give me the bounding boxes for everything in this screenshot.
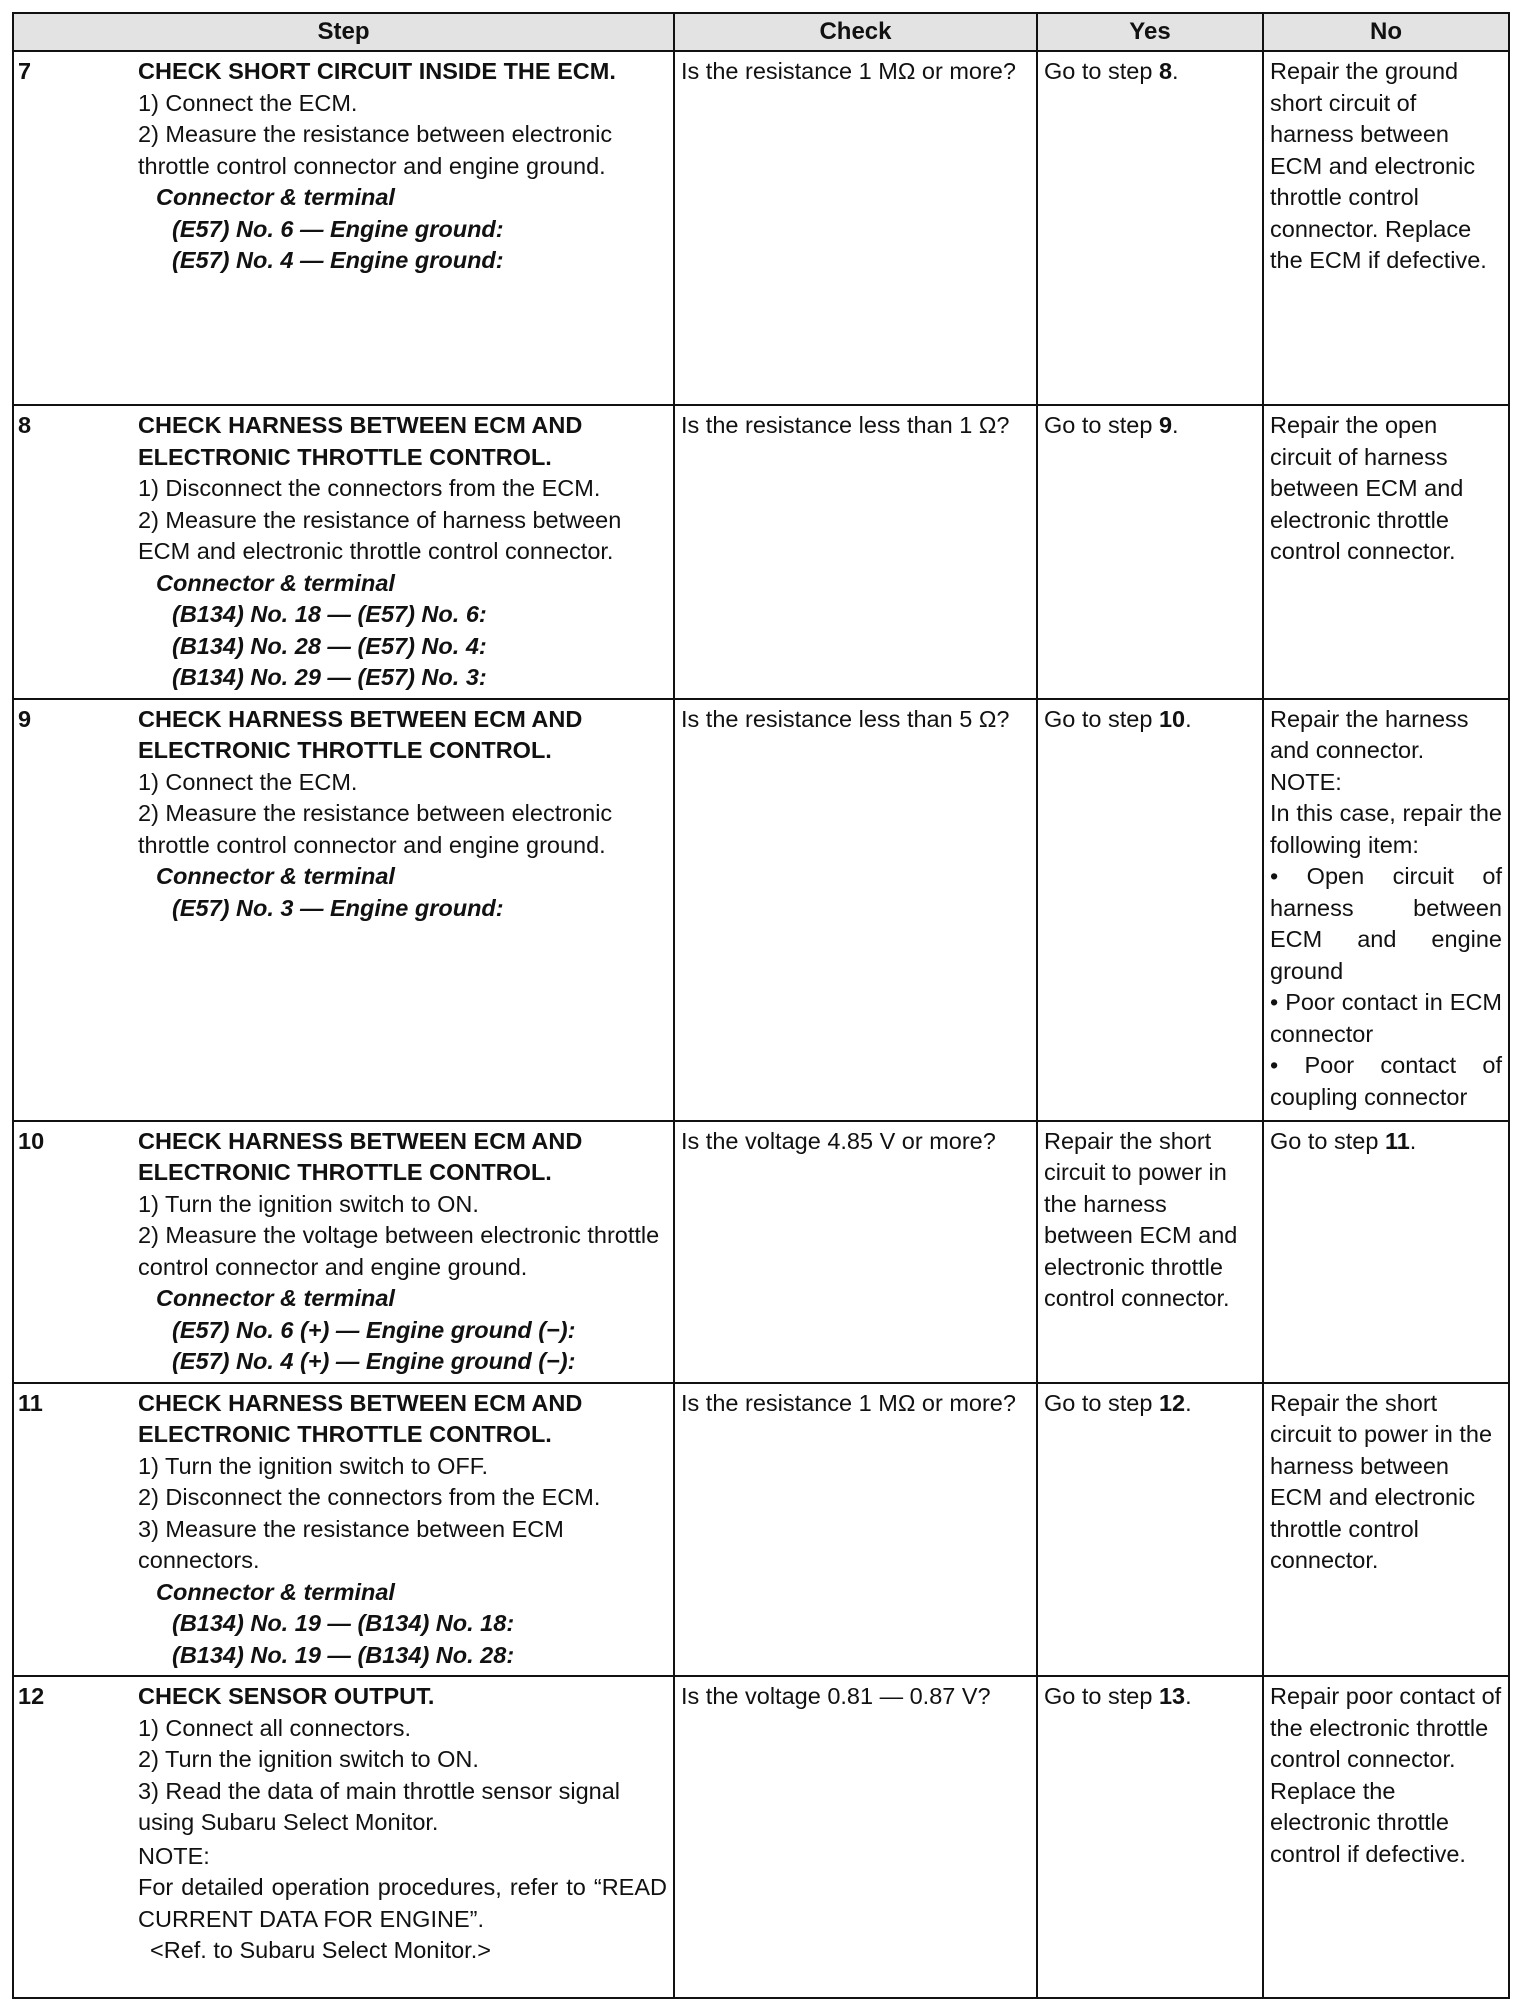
check-cell: Is the resistance 1 MΩ or more?: [674, 51, 1037, 405]
yes-step-ref: 9: [1158, 412, 1173, 438]
check-cell: Is the resistance less than 1 Ω?: [674, 405, 1037, 699]
note-bullet: • Poor contact in ECM connector: [1270, 989, 1502, 1047]
connector-terminal-line: (B134) No. 29 — (E57) No. 3:: [172, 664, 487, 690]
yes-text-end: .: [1185, 705, 1192, 732]
step-instruction: 2) Turn the ignition switch to ON.: [138, 1746, 479, 1772]
yes-text-end: .: [1172, 58, 1179, 84]
step-number: 11: [18, 1389, 43, 1416]
diagnostic-procedure-sheet: [12, 12, 1508, 1999]
check-cell: Is the voltage 4.85 V or more?: [674, 1121, 1037, 1383]
step-instruction: 1) Disconnect the connectors from the ECM.: [138, 475, 601, 501]
header-row: [13, 13, 1509, 51]
check-cell: Is the resistance less than 5 Ω?: [674, 699, 1037, 1121]
reference-text: <Ref. to Subaru Select Monitor.>: [150, 1937, 491, 1963]
step-title: CHECK HARNESS BETWEEN ECM AND ELECTRONIC THROTTLE CONTROL.: [138, 705, 583, 763]
step-number: 8: [18, 412, 32, 438]
step-title: CHECK HARNESS BETWEEN ECM AND ELECTRONIC THROTTLE CONTROL.: [138, 1127, 583, 1185]
no-text: Go to step: [1270, 1127, 1385, 1154]
step-cell: [13, 51, 674, 405]
yes-text-end: .: [1172, 412, 1179, 438]
table-row-step-11: [13, 1383, 1509, 1677]
note-heading: NOTE:: [1270, 768, 1342, 795]
table-row-step-10: [13, 1121, 1509, 1383]
diagnostic-table: [12, 12, 1510, 1999]
check-cell: Is the resistance 1 MΩ or more?: [674, 1383, 1037, 1677]
step-instruction: 2) Measure the voltage between electronic throttle control connector and engine ground.: [138, 1222, 660, 1280]
step-instruction: 1) Connect the ECM.: [138, 89, 358, 116]
yes-step-ref: 13: [1158, 1683, 1186, 1709]
note-text: For detailed operation procedures, refer to “READ CURRENT DATA FOR ENGINE”.: [138, 1874, 667, 1932]
step-cell: [13, 699, 674, 1121]
yes-text-end: .: [1185, 1389, 1192, 1416]
connector-terminal-line: (E57) No. 6 (+) — Engine ground (−):: [172, 1316, 576, 1343]
no-cell: [1263, 1121, 1509, 1383]
header-step: Step: [13, 13, 674, 51]
yes-text: Go to step: [1044, 1683, 1159, 1709]
yes-cell: [1037, 699, 1263, 1121]
no-cell: Repair the ground short circuit of harness between ECM and electronic throttle control connector. Replace the ECM if defective.: [1263, 51, 1509, 405]
step-instruction: 2) Measure the resistance between electronic throttle control connector and engine ground.: [138, 121, 613, 179]
yes-text: Go to step: [1044, 705, 1159, 732]
connector-terminal-line: (B134) No. 18 — (E57) No. 6:: [172, 601, 487, 627]
step-cell: [13, 1121, 674, 1383]
connector-terminal-line: (E57) No. 6 — Engine ground:: [172, 215, 504, 242]
step-instruction: 3) Measure the resistance between ECM connectors.: [138, 1515, 564, 1573]
header-check: Check: [674, 13, 1037, 51]
step-instruction: 2) Measure the resistance between electronic throttle control connector and engine ground.: [138, 800, 613, 858]
table-row-step-8: [13, 405, 1509, 699]
yes-step-ref: 12: [1158, 1389, 1186, 1416]
yes-text: Go to step: [1044, 1389, 1159, 1416]
connector-terminal-label: Connector & terminal: [156, 1578, 395, 1605]
step-instruction: 2) Measure the resistance of harness between ECM and electronic throttle control connector.: [138, 506, 622, 564]
yes-step-ref: 10: [1158, 705, 1186, 732]
header-yes: Yes: [1037, 13, 1263, 51]
no-cell: Repair the short circuit to power in the harness between ECM and electronic throttle control connector.: [1263, 1383, 1509, 1677]
no-text-end: .: [1409, 1127, 1417, 1154]
step-number: 10: [18, 1127, 45, 1154]
yes-cell: [1037, 405, 1263, 699]
connector-terminal-line: (E57) No. 3 — Engine ground:: [172, 894, 504, 921]
no-action: Repair the harness and connector.: [1270, 705, 1469, 763]
step-number: 9: [18, 705, 32, 732]
step-instruction: 3) Read the data of main throttle sensor signal using Subaru Select Monitor.: [138, 1777, 621, 1835]
no-step-ref: 11: [1384, 1127, 1410, 1154]
connector-terminal-label: Connector & terminal: [156, 1285, 395, 1311]
connector-terminal-line: (B134) No. 19 — (B134) No. 18:: [172, 1610, 515, 1636]
step-cell: [13, 405, 674, 699]
yes-cell: [1037, 51, 1263, 405]
no-cell: Repair poor contact of the electronic throttle control connector. Replace the electronic throttle control if defective.: [1263, 1676, 1509, 1998]
table-row-step-7: [13, 51, 1509, 405]
connector-terminal-label: Connector & terminal: [156, 184, 395, 210]
table-row-step-12: [13, 1676, 1509, 1998]
connector-terminal-line: (E57) No. 4 (+) — Engine ground (−):: [172, 1348, 576, 1374]
step-cell: [13, 1383, 674, 1677]
yes-cell: [1037, 1383, 1263, 1677]
step-title: CHECK SHORT CIRCUIT INSIDE THE ECM.: [138, 58, 616, 84]
connector-terminal-label: Connector & terminal: [156, 569, 395, 596]
note-heading: NOTE:: [138, 1842, 210, 1869]
step-instruction: 1) Turn the ignition switch to OFF.: [138, 1452, 489, 1479]
step-number: 12: [18, 1683, 45, 1709]
note-bullet: • Open circuit of harness between ECM and engine ground: [1270, 863, 1502, 984]
no-cell: [1263, 699, 1509, 1121]
step-number: 7: [18, 58, 32, 84]
yes-cell: Repair the short circuit to power in the harness between ECM and electronic throttle control connector.: [1037, 1121, 1263, 1383]
yes-cell: [1037, 1676, 1263, 1998]
step-instruction: 1) Connect the ECM.: [138, 768, 358, 795]
yes-text-end: .: [1185, 1683, 1192, 1709]
note-text: In this case, repair the following item:: [1270, 800, 1502, 858]
connector-terminal-line: (B134) No. 19 — (B134) No. 28:: [172, 1641, 515, 1668]
check-cell: Is the voltage 0.81 — 0.87 V?: [674, 1676, 1037, 1998]
yes-text: Go to step: [1044, 58, 1159, 84]
step-cell: [13, 1676, 674, 1998]
step-title: CHECK SENSOR OUTPUT.: [138, 1683, 435, 1709]
step-instruction: 1) Turn the ignition switch to ON.: [138, 1190, 479, 1217]
step-instruction: 1) Connect all connectors.: [138, 1714, 412, 1741]
yes-text: Go to step: [1044, 412, 1159, 438]
header-no: No: [1263, 13, 1509, 51]
yes-step-ref: 8: [1158, 58, 1173, 84]
step-title: CHECK HARNESS BETWEEN ECM AND ELECTRONIC THROTTLE CONTROL.: [138, 1389, 583, 1447]
connector-terminal-line: (B134) No. 28 — (E57) No. 4:: [172, 632, 487, 659]
connector-terminal-label: Connector & terminal: [156, 863, 395, 889]
note-bullet: • Poor contact of coupling connector: [1270, 1052, 1502, 1110]
step-instruction: 2) Disconnect the connectors from the ECM.: [138, 1484, 601, 1510]
no-cell: Repair the open circuit of harness between ECM and electronic throttle control connector.: [1263, 405, 1509, 699]
connector-terminal-line: (E57) No. 4 — Engine ground:: [172, 247, 504, 273]
step-title: CHECK HARNESS BETWEEN ECM AND ELECTRONIC THROTTLE CONTROL.: [138, 412, 583, 470]
table-row-step-9: [13, 699, 1509, 1121]
